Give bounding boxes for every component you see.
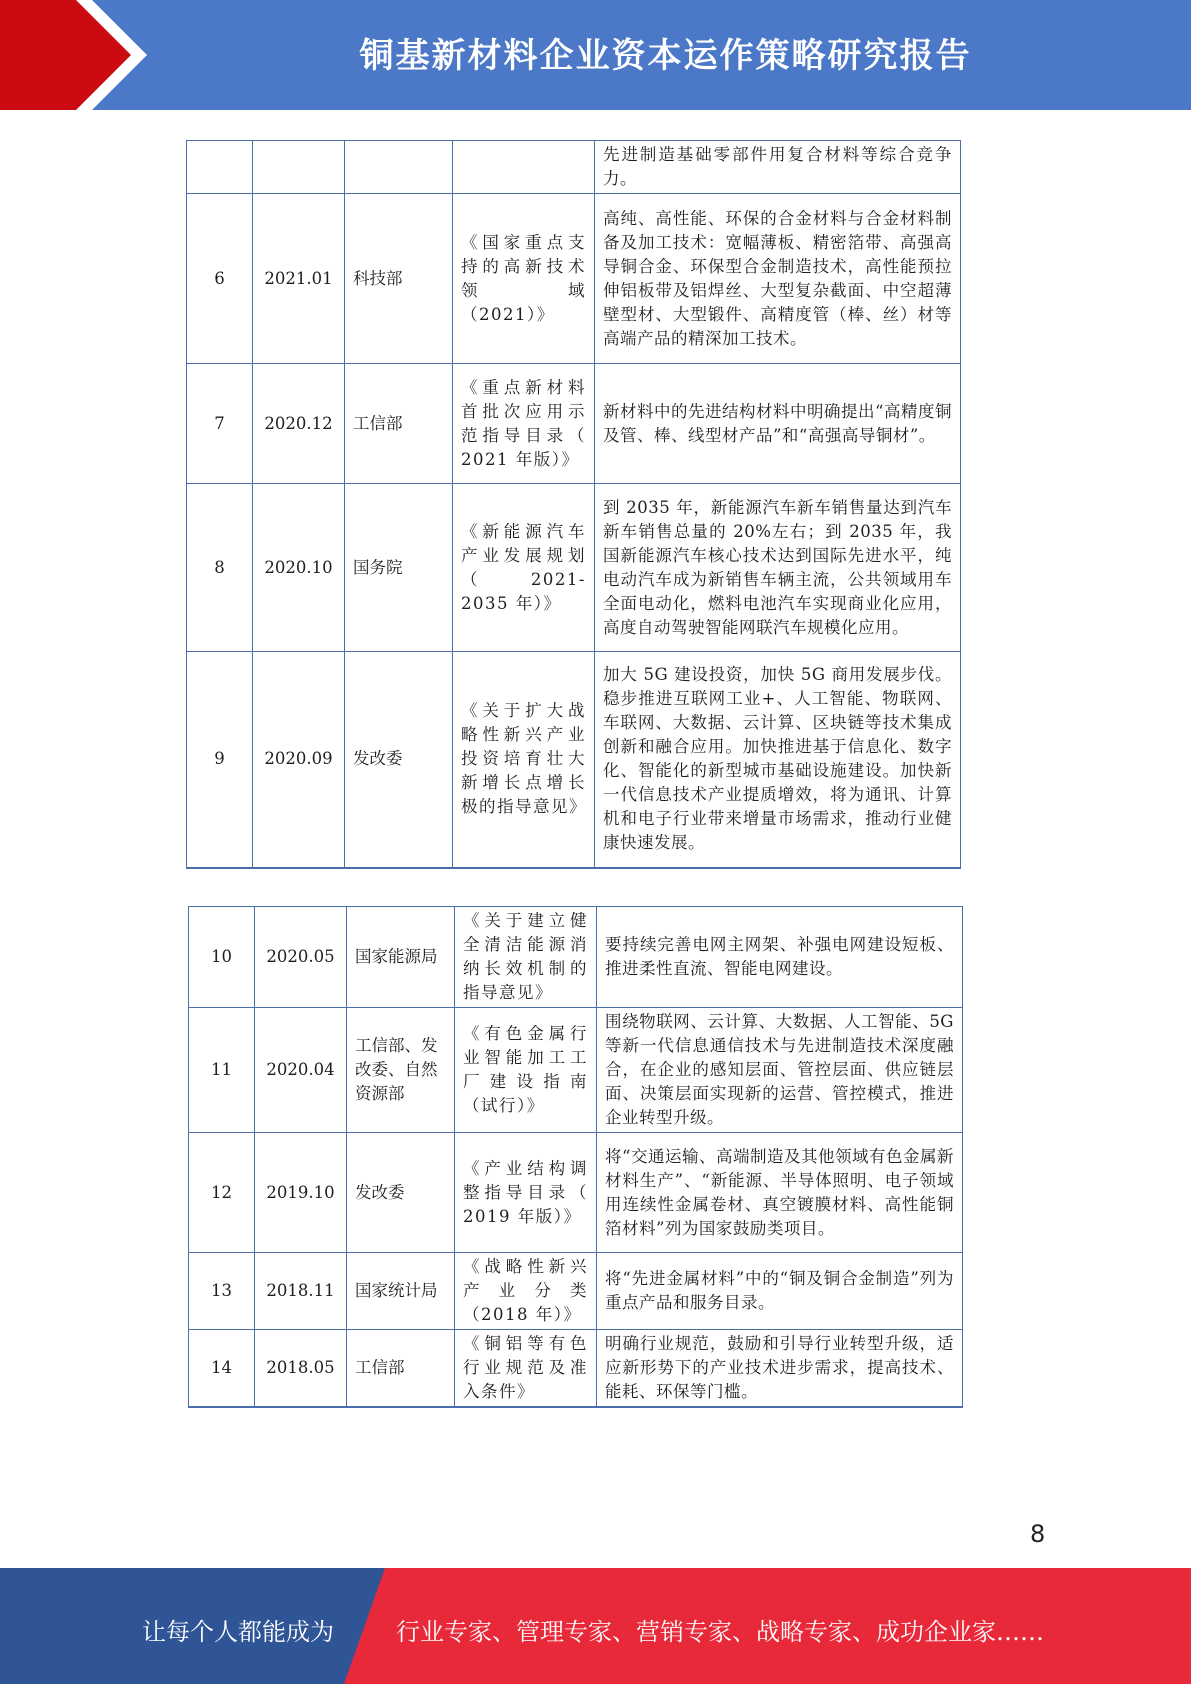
page-header [0, 0, 1191, 110]
footer-slogan-right: 行业专家、管理专家、营销专家、战略专家、成功企业家…… [396, 1618, 1044, 1646]
policy-document-cell: 《重点新材料首批次应用示范指导目录（ 2021 年版）》 [453, 364, 595, 484]
policy-content-cell: 明确行业规范，鼓励和引导行业转型升级，适应新形势下的产业技术进步需求，提高技术、能耗、环保等门槛。 [597, 1330, 963, 1408]
policy-document-cell: 《战略性新兴产业分类（2018 年）》 [455, 1253, 597, 1330]
policy-content-cell: 围绕物联网、云计算、大数据、人工智能、5G 等新一代信息通信技术与先进制造技术深度融合，在企业的感知层面、管控层面、供应链层面、决策层面实现新的运营、管控模式，推进企业转型升级。 [597, 1008, 963, 1133]
policy-content-cell: 新材料中的先进结构材料中明确提出“高精度铜及管、棒、线型材产品”和“高强高导铜材”。 [595, 364, 961, 484]
table-row [189, 1330, 963, 1408]
row-number-cell: 7 [187, 364, 253, 484]
policy-document-cell [453, 141, 595, 194]
issue-date-cell: 2020.10 [253, 484, 345, 652]
page-number: 8 [1030, 1520, 1046, 1548]
page-title: 铜基新材料企业资本运作策略研究报告 [359, 36, 972, 76]
row-number-cell [187, 141, 253, 194]
issuing-department-cell: 发改委 [345, 652, 453, 868]
issuing-department-cell: 国务院 [345, 484, 453, 652]
row-number-cell: 11 [189, 1008, 255, 1133]
table-row [187, 484, 961, 652]
row-number-cell: 13 [189, 1253, 255, 1330]
table-row [189, 907, 963, 1008]
table-row [187, 141, 961, 194]
table-row [189, 1008, 963, 1133]
policy-document-cell: 《铜铝等有色行业规范及准入条件》 [455, 1330, 597, 1408]
issuing-department-cell: 工信部 [347, 1330, 455, 1408]
policy-document-cell: 《产业结构调整指导目录（ 2019 年版）》 [455, 1133, 597, 1253]
header-arrow-decoration [0, 0, 160, 110]
table-row [187, 652, 961, 868]
table-row [189, 1133, 963, 1253]
policy-content-cell: 先进制造基础零部件用复合材料等综合竞争力。 [595, 141, 961, 194]
policy-content-cell: 将“交通运输、高端制造及其他领域有色金属新材料生产”、“新能源、半导体照明、电子领域用连续性金属卷材、真空镀膜材料、高性能铜箔材料”列为国家鼓励类项目。 [597, 1133, 963, 1253]
row-number-cell: 6 [187, 194, 253, 364]
row-number-cell: 14 [189, 1330, 255, 1408]
issuing-department-cell: 国家统计局 [347, 1253, 455, 1330]
issue-date-cell: 2018.11 [255, 1253, 347, 1330]
policy-document-cell: 《有色金属行业智能加工工厂建设指南（试行）》 [455, 1008, 597, 1133]
policy-table-part-2 [188, 906, 963, 1408]
table-row [187, 194, 961, 364]
row-number-cell: 10 [189, 907, 255, 1008]
issue-date-cell: 2021.01 [253, 194, 345, 364]
issue-date-cell: 2020.12 [253, 364, 345, 484]
policy-content-cell: 将“先进金属材料”中的“铜及铜合金制造”列为重点产品和服务目录。 [597, 1253, 963, 1330]
policy-document-cell: 《关于扩大战略性新兴产业投资培育壮大新增长点增长极的指导意见》 [453, 652, 595, 868]
row-number-cell: 8 [187, 484, 253, 652]
policy-document-cell: 《国家重点支持的高新技术领 域（2021）》 [453, 194, 595, 364]
policy-table-part-1 [186, 140, 961, 869]
issue-date-cell: 2019.10 [255, 1133, 347, 1253]
table-row [187, 364, 961, 484]
issue-date-cell: 2020.04 [255, 1008, 347, 1133]
issuing-department-cell: 工信部、发改委、自然资源部 [347, 1008, 455, 1133]
policy-content-cell: 要持续完善电网主网架、补强电网建设短板、推进柔性直流、智能电网建设。 [597, 907, 963, 1008]
policy-content-cell: 高纯、高性能、环保的合金材料与合金材料制备及加工技术：宽幅薄板、精密箔带、高强高导铜合金、环保型合金制造技术，高性能预拉伸铝板带及铝焊丝、大型复杂截面、中空超薄壁型材、大型锻件、高精度管（棒、丝）材等高端产品的精深加工技术。 [595, 194, 961, 364]
row-number-cell: 12 [189, 1133, 255, 1253]
issuing-department-cell: 国家能源局 [347, 907, 455, 1008]
issuing-department-cell: 发改委 [347, 1133, 455, 1253]
footer-slogan-left: 让每个人都能成为 [142, 1618, 334, 1646]
policy-content-cell: 加大 5G 建设投资，加快 5G 商用发展步伐。稳步推进互联网工业+、人工智能、物联网、车联网、大数据、云计算、区块链等技术集成创新和融合应用。加快推进基于信息化、数字化、智能化的新型城市基础设施建设。加快新一代信息技术产业提质增效，将为通讯、计算机和电子行业带来增量市场需求，推动行业健康快速发展。 [595, 652, 961, 868]
policy-content-cell: 到 2035 年，新能源汽车新车销售量达到汽车新车销售总量的 20%左右；到 2035 年，我国新能源汽车核心技术达到国际先进水平，纯电动汽车成为新销售车辆主流，公共领域用车全面电动化，燃料电池汽车实现商业化应用，高度自动驾驶智能网联汽车规模化应用。 [595, 484, 961, 652]
issue-date-cell: 2020.05 [255, 907, 347, 1008]
issue-date-cell [253, 141, 345, 194]
issuing-department-cell [345, 141, 453, 194]
policy-document-cell: 《关于建立健全清洁能源消纳长效机制的指导意见》 [455, 907, 597, 1008]
issue-date-cell: 2020.09 [253, 652, 345, 868]
issuing-department-cell: 科技部 [345, 194, 453, 364]
issue-date-cell: 2018.05 [255, 1330, 347, 1408]
page-footer [0, 1568, 1191, 1684]
policy-document-cell: 《新能源汽车产业发展规划（ 2021-2035 年）》 [453, 484, 595, 652]
row-number-cell: 9 [187, 652, 253, 868]
issuing-department-cell: 工信部 [345, 364, 453, 484]
table-row [189, 1253, 963, 1330]
